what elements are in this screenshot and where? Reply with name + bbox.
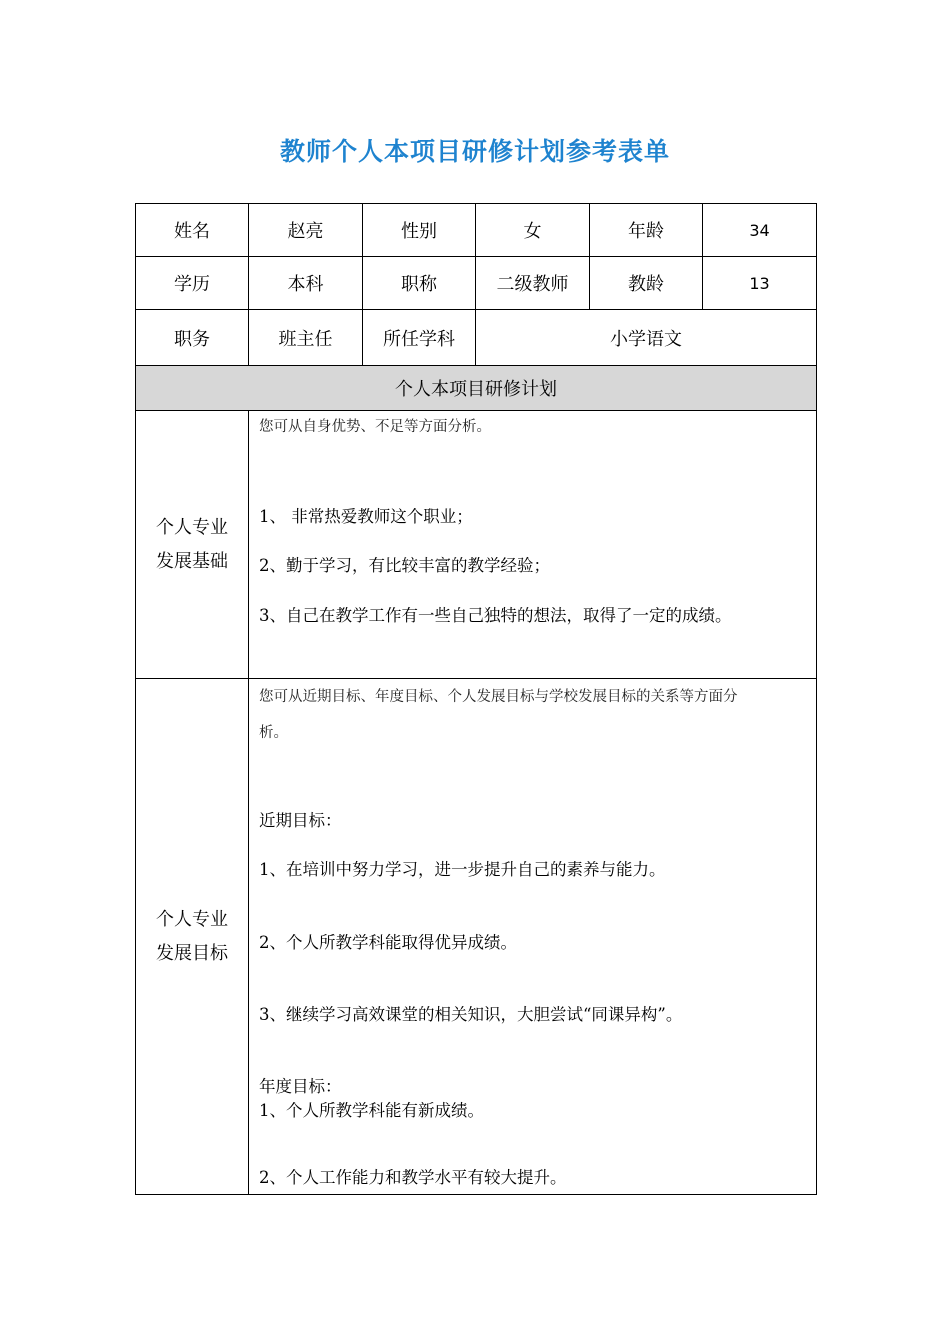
goals-content: [249, 679, 817, 1195]
goals-label-line2: 发展目标: [156, 942, 228, 964]
education-label: 学历: [136, 257, 249, 310]
plan-section-header: 个人本项目研修计划: [136, 366, 817, 411]
list-item: 1、个人所教学科能有新成绩。: [259, 1101, 484, 1120]
table-row: [136, 310, 817, 366]
teaching-years-label: 教龄: [590, 257, 703, 310]
teaching-years-value: 13: [703, 257, 817, 310]
name-value: 赵亮: [249, 204, 363, 257]
gender-value: 女: [476, 204, 590, 257]
goals-label-line1: 个人专业: [156, 908, 228, 930]
list-item: 1、在培训中努力学习，进一步提升自己的素养与能力。: [259, 860, 666, 879]
position-value: 班主任: [249, 310, 363, 366]
foundation-hint: 您可从自身优势、不足等方面分析。: [259, 419, 491, 435]
goals-hint: 您可从近期目标、年度目标、个人发展目标与学校发展目标的关系等方面分: [259, 689, 738, 705]
table-row: [136, 411, 817, 679]
age-label: 年龄: [590, 204, 703, 257]
goals-label: [136, 679, 249, 1195]
foundation-label: [136, 411, 249, 679]
table-row: [136, 366, 817, 411]
position-label: 职务: [136, 310, 249, 366]
list-item: 3、自己在教学工作有一些自己独特的想法，取得了一定的成绩。: [259, 606, 732, 625]
professional-title-label: 职称: [363, 257, 476, 310]
table-row: [136, 204, 817, 257]
annual-title: 年度目标：: [259, 1077, 342, 1096]
subject-value: 小学语文: [476, 310, 817, 366]
foundation-label-line2: 发展基础: [156, 550, 228, 572]
name-label: 姓名: [136, 204, 249, 257]
list-item: 2、个人所教学科能取得优异成绩。: [259, 933, 517, 952]
list-item: 3、继续学习高效课堂的相关知识，大胆尝试“同课异构”。: [259, 1005, 683, 1024]
professional-title-value: 二级教师: [476, 257, 590, 310]
list-item: 2、勤于学习，有比较丰富的教学经验；: [259, 556, 550, 575]
gender-label: 性别: [363, 204, 476, 257]
table-row: [136, 257, 817, 310]
foundation-content: [249, 411, 817, 679]
page-title: 教师个人本项目研修计划参考表单: [279, 137, 670, 166]
list-item: 2、个人工作能力和教学水平有较大提升。: [259, 1168, 567, 1187]
list-item: 1、 非常热爱教师这个职业；: [259, 507, 473, 526]
short-term-title: 近期目标：: [259, 811, 342, 830]
table-row: [136, 679, 817, 1195]
foundation-label-line1: 个人专业: [156, 516, 228, 538]
plan-form-table: [135, 203, 817, 1195]
goals-hint-continued: 析。: [259, 725, 288, 741]
education-value: 本科: [249, 257, 363, 310]
age-value: 34: [703, 204, 817, 257]
subject-label: 所任学科: [363, 310, 476, 366]
